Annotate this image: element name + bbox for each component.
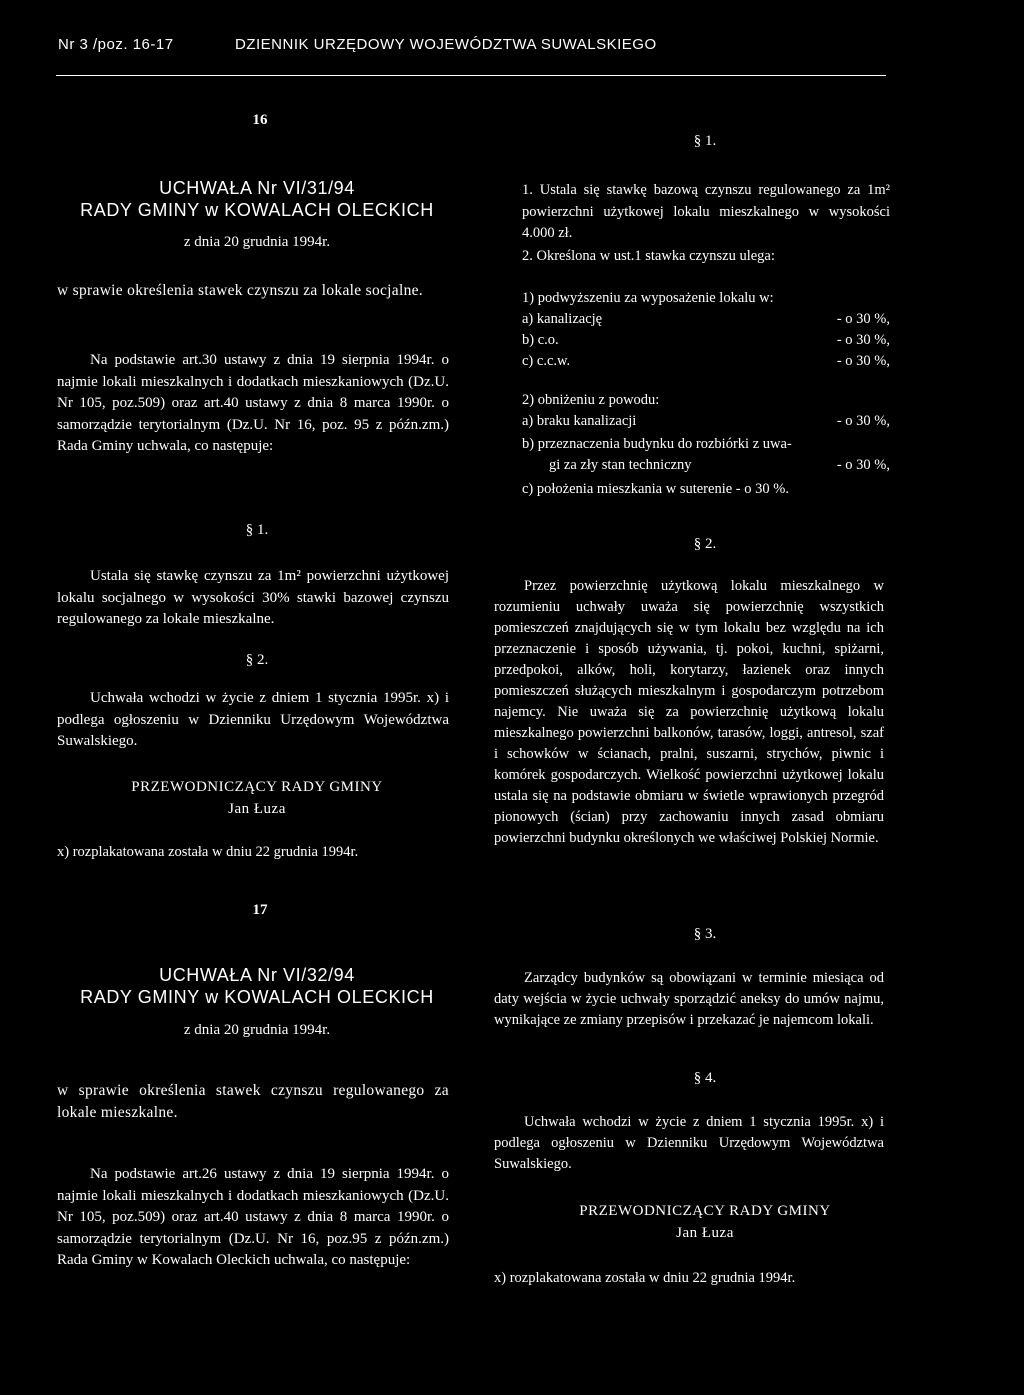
doc16-section1-text: Ustala się stawkę czynszu za 1m² powierzchni użytkowej lokalu socjalnego w wysokości 30% stawki bazowej czynszu regulowanego za lokale mieszkalne. bbox=[57, 568, 449, 627]
doc16-title-line1: UCHWAŁA Nr VI/31/94 bbox=[159, 178, 355, 198]
doc17-paragraph-1: 1. Ustala się stawkę bazową czynszu regulowanego za 1m² powierzchni użytkowej lokalu mieszkalnego w wysokości 4.000 zł. bbox=[522, 182, 890, 241]
doc16-section2-text: Uchwała wchodzi w życie z dniem 1 stycznia 1995r. x) i podlega ogłoszeniu w Dzienniku Urzędowym Województwa Suwalskiego. bbox=[57, 690, 449, 749]
doc17-subject: w sprawie określenia stawek czynszu regulowanego za lokale mieszkalne. bbox=[57, 1082, 449, 1121]
doc17-increase-c-value: - o 30 %, bbox=[836, 353, 890, 369]
doc17-increase-b bbox=[522, 330, 890, 351]
doc17-section4-label: § 4. bbox=[693, 1070, 717, 1086]
doc16-preamble: Na podstawie art.30 ustawy z dnia 19 sierpnia 1994r. o najmie lokali mieszkalnych i dodatkach mieszkaniowych (Dz.U. Nr 105, poz.509) oraz art.40 ustawy z dnia 8 marca 1990r. o samorządzie terytorialnym (Dz.U. Nr 16, poz. 95 z późn.zm.) Rada Gminy uchwala, co następuje: bbox=[57, 352, 449, 454]
doc17-decrease-a-value: - o 30 %, bbox=[836, 413, 890, 429]
doc17-section3-text: Zarządcy budynków są obowiązani w terminie miesiąca od daty wejścia w życie uchwały sporządzić aneksy do umów najmu, wynikające ze zmiany przepisów i przekazać je najemcom lokali. bbox=[494, 970, 884, 1028]
doc17-increase-c-label: c) c.c.w. bbox=[522, 353, 571, 369]
doc17-decrease-b-line2 bbox=[549, 455, 890, 476]
doc16-signature-title: PRZEWODNICZĄCY RADY GMINY bbox=[131, 779, 383, 795]
doc17-decrease-c: c) położenia mieszkania w suterenie - o 30 %. bbox=[522, 481, 789, 497]
doc16-signature-name: Jan Łuza bbox=[228, 801, 286, 817]
doc17-date: z dnia 20 grudnia 1994r. bbox=[183, 1022, 331, 1038]
doc17-decrease-label: 2) obniżeniu z powodu: bbox=[522, 392, 660, 408]
doc17-increase-b-label: b) c.o. bbox=[522, 332, 559, 348]
doc17-increase-a-label: a) kanalizację bbox=[522, 311, 603, 327]
doc17-decrease-b-label: gi za zły stan techniczny bbox=[549, 457, 692, 473]
doc16-section2-label: § 2. bbox=[245, 652, 269, 668]
doc17-paragraph-2: 2. Określona w ust.1 stawka czynszu ulega: bbox=[522, 248, 775, 264]
doc16-date: z dnia 20 grudnia 1994r. bbox=[183, 234, 331, 250]
header-rule bbox=[56, 75, 886, 76]
doc17-title-line2: RADY GMINY w KOWALACH OLECKICH bbox=[80, 987, 434, 1007]
doc16-subject: w sprawie określenia stawek czynszu za lokale socjalne. bbox=[57, 282, 423, 299]
doc17-preamble: Na podstawie art.26 ustawy z dnia 19 sierpnia 1994r. o najmie lokali mieszkalnych i dodatkach mieszkaniowych (Dz.U. Nr 105, poz.509) oraz art.40 ustawy z dnia 8 marca 1990r. o samorządzie terytorialnym (Dz.U. Nr 16, poz.95 z późn.zm.) Rada Gminy w Kowalach Oleckich uchwala, co następuje: bbox=[57, 1166, 449, 1268]
doc17-increase-b-value: - o 30 %, bbox=[836, 332, 890, 348]
doc17-increase-c bbox=[522, 351, 890, 372]
doc16-footnote: x) rozplakatowana została w dniu 22 grudnia 1994r. bbox=[57, 844, 359, 860]
doc16-section1-label: § 1. bbox=[245, 522, 269, 538]
doc17-signature-title: PRZEWODNICZĄCY RADY GMINY bbox=[579, 1203, 831, 1219]
doc17-title-line1: UCHWAŁA Nr VI/32/94 bbox=[159, 965, 355, 985]
doc17-number: 17 bbox=[252, 902, 268, 918]
doc17-increase-a-value: - o 30 %, bbox=[836, 311, 890, 327]
doc17-decrease-b-value: - o 30 %, bbox=[836, 457, 890, 473]
doc17-signature-name: Jan Łuza bbox=[676, 1225, 734, 1241]
doc17-section3-label: § 3. bbox=[693, 926, 717, 942]
doc17-section2-label: § 2. bbox=[693, 536, 717, 552]
doc16-number: 16 bbox=[252, 112, 268, 128]
doc17-footnote: x) rozplakatowana została w dniu 22 grudnia 1994r. bbox=[494, 1270, 796, 1286]
doc17-section4-text: Uchwała wchodzi w życie z dniem 1 stycznia 1995r. x) i podlega ogłoszeniu w Dzienniku Urzędowym Województwa Suwalskiego. bbox=[494, 1114, 884, 1172]
doc16-title-line2: RADY GMINY w KOWALACH OLECKICH bbox=[80, 200, 434, 220]
page-header-left: Nr 3 /poz. 16-17 bbox=[58, 36, 174, 53]
doc17-increase-label: 1) podwyższeniu za wyposażenie lokalu w: bbox=[522, 290, 774, 306]
doc17-decrease-a bbox=[522, 411, 890, 432]
doc17-decrease-a-label: a) braku kanalizacji bbox=[522, 413, 637, 429]
doc17-increase-a bbox=[522, 309, 890, 330]
doc17-decrease-b-line1: b) przeznaczenia budynku do rozbiórki z uwa- bbox=[522, 436, 792, 452]
journal-title: DZIENNIK URZĘDOWY WOJEWÓDZTWA SUWALSKIEGO bbox=[235, 36, 657, 53]
doc17-section1-label: § 1. bbox=[693, 133, 717, 149]
doc17-section2-text: Przez powierzchnię użytkową lokalu mieszkalnego w rozumieniu uchwały uważa się powierzchnię wszystkich pomieszczeń znajdujących się w tym lokalu bez względu na ich przeznaczenie i sposób używania, tj. pokoi, kuchni, spiżarni, przedpokoi, alków, holi, korytarzy, łazienek oraz innych pomieszczeń służących mieszkalnym i gospodarczym potrzebom najemcy. Nie uważa się za powierzchnię użytkową lokalu mieszkalnego powierzchni balkonów, tarasów, loggi, antresol, szaf i schowków w ścianach, pralni, suszarni, strychów, piwnic i komórek gospodarczych. Wielkość powierzchni użytkowej lokalu ustala się na podstawie obmiaru w świetle wprawionych przegród pionowych (ścian) przy zachowaniu innych zasad obmiaru powierzchni budynku określonych we właściwej Polskiej Normie. bbox=[494, 578, 884, 846]
